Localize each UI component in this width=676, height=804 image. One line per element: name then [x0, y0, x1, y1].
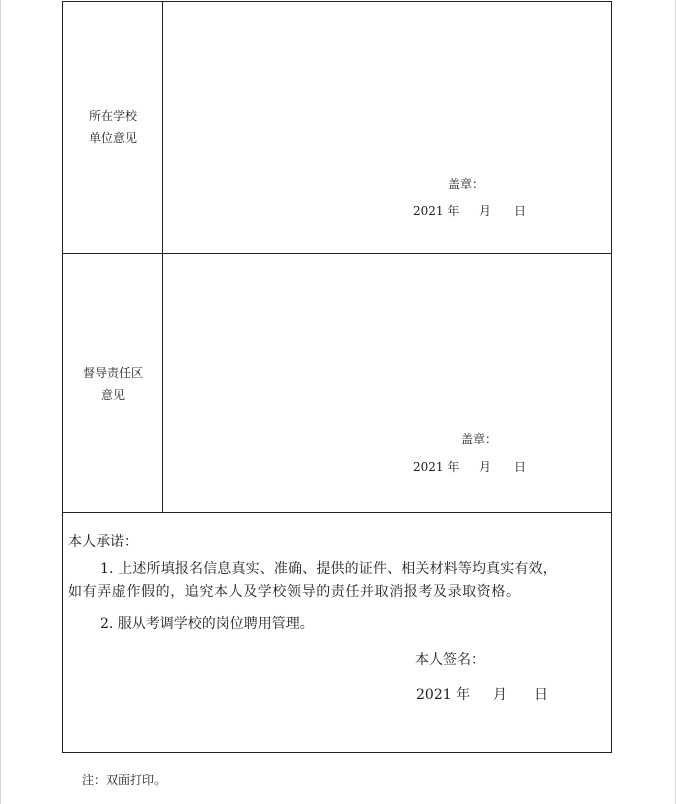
column-divider: [162, 1, 163, 513]
signature-label: 本人签名：: [415, 652, 485, 668]
school-date-month: 月: [479, 204, 492, 218]
school-opinion-label-line1: 所在学校: [88, 109, 137, 123]
district-date-month: 月: [479, 460, 492, 474]
pledge-title: 本人承诺：: [68, 534, 138, 550]
school-seal-label: 盖章：: [448, 177, 485, 191]
school-date-day: 日: [514, 204, 527, 218]
pledge-item-1-line-2: 如有弄虚作假的，追究本人及学校领导的责任并取消报考及录取资格。: [68, 584, 521, 600]
district-opinion-label: [63, 362, 163, 406]
district-opinion-label-line2: 意见: [100, 388, 125, 402]
school-opinion-label-line2: 单位意见: [88, 131, 137, 145]
pledge-date-month: 月: [493, 687, 507, 703]
district-opinion-label-line1: 督导责任区: [82, 366, 143, 380]
district-opinion-field[interactable]: [164, 254, 611, 511]
signature-field[interactable]: [485, 648, 595, 672]
print-note: 注：双面打印。: [82, 773, 167, 787]
row-divider-2: [62, 512, 612, 513]
pledge-date-year: 2021 年: [416, 687, 471, 703]
school-date-year: 2021 年: [413, 204, 460, 218]
school-opinion-label: [63, 105, 163, 149]
pledge-item-2: 2. 服从考调学校的岗位聘用管理。: [100, 616, 314, 632]
pledge-item-1-line-1: 1. 上述所填报名信息真实、准确、提供的证件、相关材料等均真实有效，: [100, 561, 557, 577]
page-edge-left: [0, 0, 1, 804]
pledge-date-day: 日: [534, 687, 548, 703]
school-opinion-field[interactable]: [164, 2, 611, 252]
district-seal-label: 盖章：: [461, 432, 498, 446]
district-date-year: 2021 年: [413, 460, 460, 474]
district-date-day: 日: [514, 460, 527, 474]
